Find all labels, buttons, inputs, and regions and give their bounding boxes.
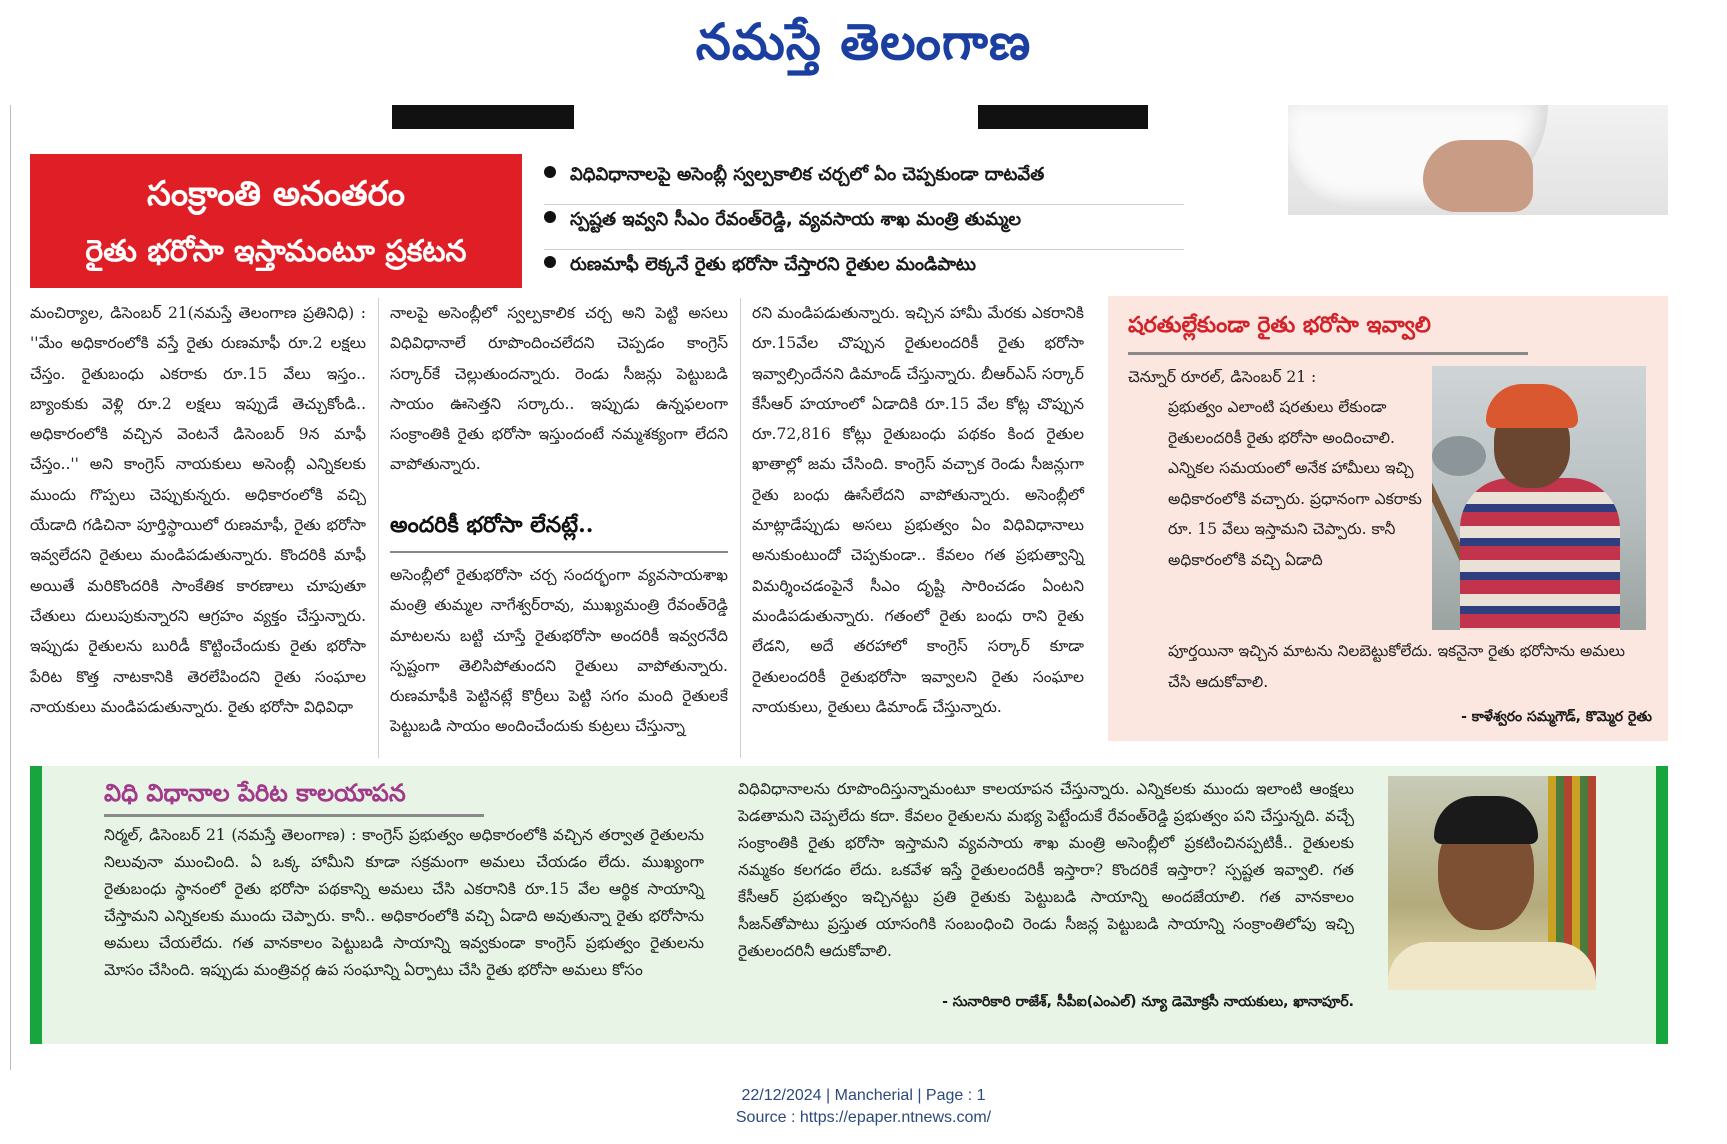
sidebar-title-underline — [1128, 352, 1528, 355]
photo-axe — [1432, 436, 1486, 476]
top-black-bar-left — [392, 105, 574, 129]
sidebar-text-bottom: పూర్తయినా ఇచ్చిన మాటను నిలబెట్టుకోలేదు. ఇకనైనా రైతు భరోసాను అమలు చేసి ఆదుకోవాలి. — [1168, 642, 1625, 691]
main-story-column-2b: అసెంబ్లీలో రైతుభరోసా చర్చ సందర్భంగా వ్యవసాయశాఖ మంత్రి తుమ్మల నాగేశ్వర్‌రావు, ముఖ్యమంత్రి రేవంత్‌రెడ్డి మాటలను బట్టి చూస్తే రైతుభరోసా అందరికీ ఇవ్వరనేది స్పష్టంగా తెలిసిపోతుందని రైతులు వాపోతున్నారు. రుణమాఫీకి పెట్టినట్లే కొర్రీలు పెట్టి సగం మంది రైతులకే పెట్టుబడి సాయం అందించేందుకు కుట్రలు చేస్తున్నా — [390, 566, 728, 736]
column-divider — [740, 298, 741, 758]
sidebar-dateline: చెన్నూర్ రూరల్, డిసెంబర్ 21 : — [1128, 368, 1317, 386]
photo-shirt — [1460, 478, 1620, 630]
farmer-photo — [1432, 366, 1646, 630]
main-story-subhead: అందరికీ భరోసా లేనట్లే.. — [390, 512, 594, 538]
bottom-story-title-underline — [104, 814, 484, 817]
bullet-item — [544, 250, 1184, 294]
masthead-logo: నమస్తే తెలంగాణ — [695, 12, 1032, 71]
page-frame-line — [10, 105, 11, 1070]
photo-hair — [1434, 796, 1538, 844]
subhead-underline — [390, 551, 728, 553]
bullet-list — [544, 160, 1184, 294]
sidebar-credit: - కాళేశ్వరం సమ్మగౌడ్, కొమ్మెర రైతు — [1461, 709, 1652, 725]
bullet-text: విధివిధానాలపై అసెంబ్లీ స్వల్పకాలిక చర్చలో ఏం చెప్పకుండా దాటవేత — [570, 164, 1045, 185]
column-divider — [378, 298, 379, 758]
bottom-story-title: విధి విధానాల పేరిట కాలయాపన — [104, 778, 406, 807]
bullet-item — [544, 160, 1184, 205]
headline-line-2: రైతు భరోసా ఇస్తామంటూ ప్రకటన — [85, 234, 467, 269]
photo-foot — [1423, 140, 1533, 212]
leader-photo — [1388, 776, 1596, 990]
sidebar-title: షరతుల్లేకుండా రైతు భరోసా ఇవ్వాలి — [1128, 312, 1431, 338]
photo-shirt — [1388, 942, 1596, 990]
main-story-column-2: నాలపై అసెంబ్లీలో స్వల్పకాలిక చర్చ అని పెట్టి అసలు విధివిధానాలే రూపొందించలేదని చెప్పడం కాంగ్రెస్ సర్కార్‌కే చెల్లుతుందన్నారు. రెండు సీజన్లు పెట్టుబడి సాయం ఊసెత్తని సర్కారు.. ఇప్పుడు ఉన్నఫలంగా సంక్రాంతికి రైతు భరోసా ఇస్తుందంటే నమ్మశక్యంగా లేదని వాపోతున్నారు. — [390, 304, 728, 474]
bottom-story-right-text: విధివిధానాలను రూపొందిస్తున్నామంటూ కాలయాపన చేస్తున్నారు. ఎన్నికలకు ముందు ఇలాంటి ఆంక్షలు పెడతామని చెప్పలేదు కదా. కేవలం రైతులను మభ్య పెట్టేందుకే రేవంత్‌రెడ్డి ప్రభుత్వం పని చేస్తున్నది. వచ్చే సంక్రాంతికి రైతు భరోసా ఇస్తామని వ్యవసాయ శాఖ మంత్రి అసెంబ్లీలో ప్రకటించినప్పటికీ.. రైతులకు నమ్మకం కలగడం లేదు. ఒకవేళ ఇస్తే రైతులందరికీ ఇస్తారా? కొందరికే ఇస్తారా? స్పష్టత ఇవ్వాలి. గత కేసీఆర్ ప్రభుత్వం ఇచ్చినట్టు ప్రతి రైతుకు పెట్టుబడి సాయాన్ని అందజేయాలి. గత వానకాలం సీజన్‌తోపాటు ప్రస్తుత యాసంగికి సంబంధించి రెండు సీజన్ల పెట్టుబడి సాయాన్ని సంక్రాంతిలోపు ఇచ్చి రైతులందరినీ ఆదుకోవాలి. — [738, 780, 1354, 960]
bullet-dot-icon — [544, 211, 556, 223]
bullet-item — [544, 205, 1184, 250]
top-photo-feet — [1288, 105, 1668, 215]
bullet-text: స్పష్టత ఇవ్వని సీఎం రేవంత్‌రెడ్డి, వ్యవసాయ శాఖ మంత్రి తుమ్మల — [570, 209, 1022, 230]
bullet-dot-icon — [544, 256, 556, 268]
bottom-story-left-text: నిర్మల్, డిసెంబర్ 21 (నమస్తే తెలంగాణ) : కాంగ్రెస్ ప్రభుత్వం అధికారంలోకి వచ్చిన తర్వాత రైతులను నిలువునా ముంచింది. ఏ ఒక్క హామీని కూడా సక్రమంగా అమలు చేయడం లేదు. ముఖ్యంగా రైతుబంధు స్థానంలో రైతు భరోసా పథకాన్ని అమలు చేసి ఎకరానికి రూ.15 వేల ఆర్థిక సాయాన్ని చేస్తామని ఎన్నికలకు ముందు చెప్పారు. కానీ.. అధికారంలోకి వచ్చి ఏడాది అవుతున్నా రైతు భరోసాను అమలు చేయలేదు. గత వానకాలం పెట్టుబడి సాయాన్ని ఇవ్వకుండా కాంగ్రెస్ ప్రభుత్వం రైతులను మోసం చేసింది. ఇప్పుడు మంత్రివర్గ ఉప సంఘాన్ని ఏర్పాటు చేసి రైతు భరోసా అమలు కోసం — [104, 826, 704, 979]
bullet-dot-icon — [544, 166, 556, 178]
headline-line-1: సంక్రాంతి అనంతరం — [146, 174, 406, 214]
bottom-story-credit: - సునారికారి రాజేశ్, సీపీఐ(ఎంఎల్) న్యూ డెమోక్రసీ నాయకులు, ఖానాపూర్. — [942, 994, 1354, 1010]
main-story-column-3: రని మండిపడుతున్నారు. ఇచ్చిన హామీ మేరకు ఎకరానికి రూ.15వేల చొప్పున రైతులందరికీ రైతు భరోసా ఇవ్వాల్సిందేనని డిమాండ్ చేస్తున్నారు. బీఆర్‌ఎస్ సర్కార్ కేసీఆర్ హయాంలో ఏడాదికి రూ.15 వేల కోట్ల చొప్పున రూ.72,816 కోట్లు రైతుబంధు పథకం కింద రైతుల ఖాతాల్లో జమ చేసింది. కాంగ్రెస్ వచ్చాక రెండు సీజన్లుగా రైతు బంధు ఊసేలేదని వాపోతున్నారు. అసెంబ్లీలో మాట్లాడేప్పుడు అసలు ప్రభుత్వం ఏం విధివిధానాలు అనుకుంటుందో చెప్పకుండా.. కేవలం గత ప్రభుత్వాన్ని విమర్శించడంపైనే సీఎం దృష్టి సారించడం ఏంటని మండిపడుతున్నారు. గతంలో రైతు బంధు రాని రైతు లేడని, అదే తరహాలో కాంగ్రెస్ సర్కార్ కూడా రైతులందరికీ రైతుభరోసా ఇవ్వాలని రైతు సంఘాల నాయకులు, రైతులు డిమాండ్ చేస్తున్నారు. — [752, 304, 1084, 716]
headline-box — [30, 154, 522, 288]
bullet-text: రుణమాఫీ లెక్కనే రైతు భరోసా చేస్తారని రైతుల మండిపాటు — [570, 254, 977, 275]
footer-source: Source : https://epaper.ntnews.com/ — [735, 1109, 992, 1126]
top-black-bar-right — [978, 105, 1148, 129]
photo-turban — [1486, 384, 1578, 428]
footer-date-edition: 22/12/2024 | Mancherial | Page : 1 — [741, 1087, 986, 1104]
sidebar-text-top: ప్రభుత్వం ఎలాంటి షరతులు లేకుండా రైతులందరికీ రైతు భరోసా అందించాలి. ఎన్నికల సమయంలో అనేక హామీలు ఇచ్చి అధికారంలోకి వచ్చారు. ప్రధానంగా ఎకరాకు రూ. 15 వేలు ఇస్తామని చెప్పారు. కానీ అధికారంలోకి వచ్చి ఏడాది — [1168, 398, 1422, 569]
main-story-column-1: మంచిర్యాల, డిసెంబర్ 21(నమస్తే తెలంగాణ ప్రతినిధి) : ''మేం అధికారంలోకి వస్తే రైతు రుణమాఫీ రూ.2 లక్షలు చేస్తం. రైతుబంధు ఎకరాకు రూ.15 వేలు ఇస్తం.. బ్యాంకుకు వెళ్లి రూ.2 లక్షలు ఇప్పుడే తెచ్చుకోండి.. అధికారంలోకి వచ్చిన వెంటనే డిసెంబర్ 9న మాఫీ చేస్తం..'' అని కాంగ్రెస్ నాయకులు అసెంబ్లీ ఎన్నికలకు ముందు గొప్పలు చెప్పుకున్నరు. అధికారంలోకి వచ్చి యేడాది గడిచినా పూర్తిస్థాయిలో రుణమాఫీ, రైతు భరోసా ఇవ్వలేదని రైతులు మండిపడుతున్నారు. కొందరికి మాఫీ అయితే మరికొందరికి సాంకేతిక కారణాలు చూపుతూ చేతులు దులుపుకున్నారని ఆగ్రహం వ్యక్తం చేస్తున్నారు. ఇప్పుడు రైతులను బురిడీ కొట్టించేందుకు రైతు భరోసా పేరిట కొత్త నాటకానికి తెరలేపిందని రైతు సంఘాల నాయకులు మండిపడుతున్నారు. రైతు భరోసా విధివిధా — [30, 304, 366, 716]
